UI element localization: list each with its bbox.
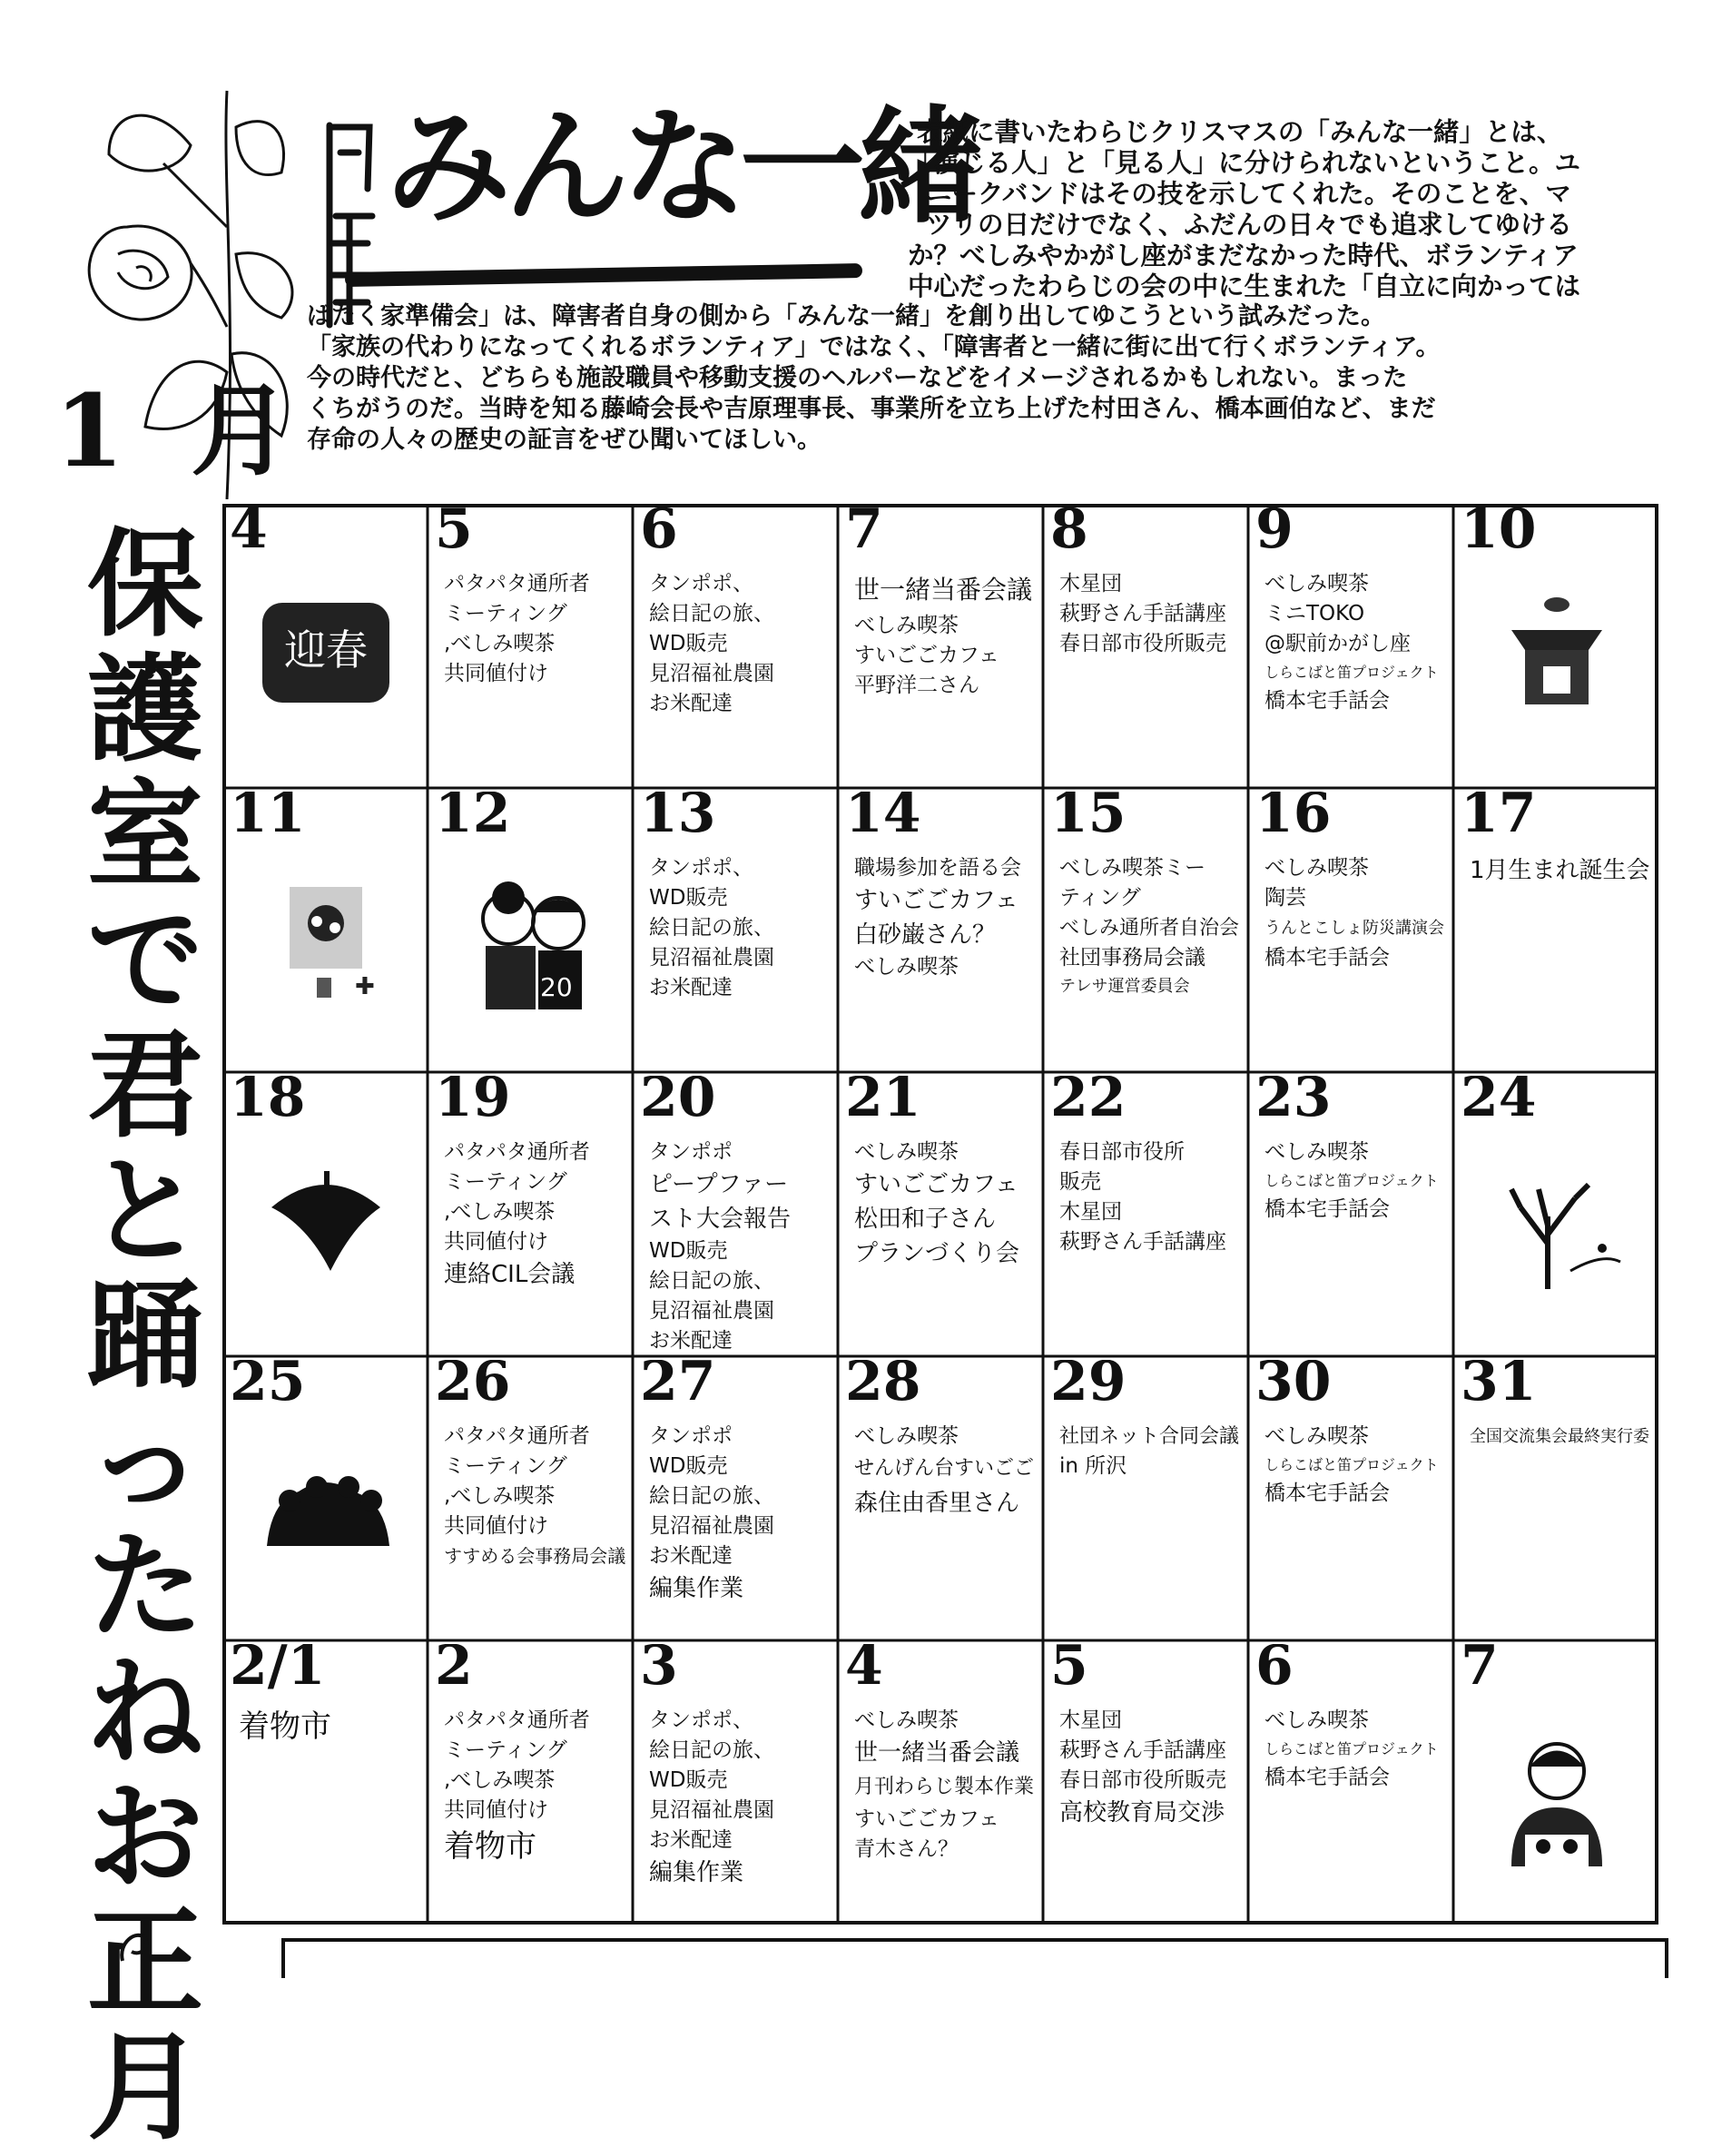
- event-item: べしみ喫茶ミー: [1059, 856, 1205, 880]
- event-item: 絵日記の旅、: [649, 1484, 774, 1508]
- day-number: 20: [640, 1076, 716, 1129]
- event-item: タンポポ: [649, 1424, 733, 1448]
- seijin-couple-icon: [458, 878, 604, 1014]
- brush-kanji-icon: [322, 116, 377, 330]
- calendar-day-cell: [1047, 507, 1245, 784]
- intro-line: 今の時代だと、どちらも施設職員や移動支援のヘルパーなどをイメージされるかもしれない。まった: [307, 364, 1408, 392]
- event-item: 販売: [1059, 1170, 1101, 1194]
- event-item: 橋本宅手話会: [1264, 689, 1390, 713]
- calendar-day-cell: [431, 1360, 629, 1637]
- event-item: 全国交流集会最終実行委: [1470, 1427, 1649, 1446]
- intro-line: 「家族の代わりになってくれるボランティア」ではなく、「障害者と一緒に街に出て行くボランティア。: [307, 333, 1441, 361]
- day-number: 8: [1050, 507, 1088, 561]
- event-item: べしみ喫茶: [854, 955, 959, 979]
- event-item: タンポポ、: [649, 856, 753, 880]
- event-item: ミーティング: [444, 1454, 567, 1478]
- day-number: 14: [845, 792, 921, 845]
- day-number: 30: [1255, 1360, 1332, 1413]
- day-number: 15: [1050, 792, 1127, 845]
- event-item: 木星団: [1059, 572, 1122, 596]
- intro-line: くちがうのだ。当時を知る藤崎会長や吉原理事長、事業所を立ち上げた村田さん、橋本画伯など、まだ: [307, 395, 1436, 423]
- day-number: 29: [1050, 1360, 1127, 1413]
- event-item: 世一緒当番会議: [854, 1739, 1020, 1767]
- day-events: [854, 1422, 1036, 1521]
- doodle-icon: [113, 1925, 159, 1962]
- event-item: 見沼福祉農園: [649, 1798, 774, 1822]
- slogan-char: 護: [86, 642, 203, 778]
- calendar-day-cell: [1047, 1644, 1245, 1921]
- calendar-day-cell: [1047, 792, 1245, 1068]
- day-number: 11: [230, 792, 306, 845]
- day-number: 18: [230, 1076, 306, 1129]
- day-number: 9: [1255, 507, 1294, 561]
- event-item: 萩野さん手話講座: [1059, 1738, 1226, 1762]
- day-events: [854, 1706, 1036, 1865]
- calendar-day-cell: [226, 1644, 424, 1921]
- calendar-day-cell: [636, 1644, 834, 1921]
- event-item: パタパタ通所者: [444, 1140, 590, 1164]
- event-item: せんげん台すいごご: [854, 1457, 1035, 1480]
- day-number: 28: [845, 1360, 921, 1413]
- intro-line: 表紙に書いたわらじクリスマスの「みんな一緒」とは、: [917, 116, 1563, 147]
- event-item: ミーティング: [444, 1170, 567, 1194]
- svg-text:迎春: 迎春: [284, 625, 368, 674]
- day-events: [1264, 569, 1446, 716]
- intro-line: ばたく家準備会」は、障害者自身の側から「みんな一緒」を創り出してゆこうという試みだった。: [307, 302, 1385, 330]
- event-item: ,べしみ喫茶: [444, 1768, 556, 1792]
- day-events: [444, 1706, 625, 1867]
- day-number: 24: [1461, 1076, 1537, 1129]
- event-item: ミーティング: [444, 602, 567, 625]
- calendar-day-cell: [841, 1644, 1039, 1921]
- event-item: 木星団: [1059, 1708, 1122, 1732]
- calendar-day-cell: [226, 1360, 424, 1637]
- day-events: [1264, 1706, 1446, 1793]
- day-number: 7: [845, 507, 883, 561]
- calendar-day-cell: [1252, 507, 1450, 784]
- calendar-day-cell: [1457, 507, 1655, 784]
- day-number: 10: [1461, 507, 1537, 561]
- event-item: パタパタ通所者: [444, 1708, 590, 1732]
- day-number: 31: [1461, 1360, 1537, 1413]
- event-item: 春日部市役所販売: [1059, 1768, 1226, 1792]
- calendar-day-cell: [226, 507, 424, 784]
- mochi-icon: [253, 1446, 399, 1582]
- slogan-char: 月: [86, 2020, 203, 2156]
- event-item: しらこばと笛プロジェクト: [1264, 1740, 1439, 1757]
- event-item: 森住由香里さん: [854, 1490, 1020, 1517]
- event-item: 共同値付け: [444, 1798, 548, 1822]
- event-item: ,べしみ喫茶: [444, 632, 556, 655]
- day-events: [444, 569, 625, 689]
- intro-line: 「演じる人」と「見る人」に分けられないということ。ユ: [908, 147, 1581, 178]
- event-item: 社団事務局会議: [1059, 946, 1205, 970]
- event-item: 共同値付け: [444, 1514, 548, 1538]
- event-item: 春日部市役所販売: [1059, 632, 1226, 655]
- event-item: べしみ喫茶: [1264, 1424, 1369, 1448]
- calendar-day-cell: [1252, 792, 1450, 1068]
- month-label: 月: [191, 372, 290, 489]
- event-item: ティング: [1059, 886, 1141, 910]
- event-item: お米配達: [649, 976, 733, 999]
- event-item: しらこばと笛プロジェクト: [1264, 664, 1439, 681]
- svg-text:20: 20: [540, 972, 573, 1002]
- event-item: 橋本宅手話会: [1264, 1197, 1390, 1221]
- event-item: 1月生まれ誕生会: [1470, 857, 1650, 884]
- event-item: お米配達: [649, 1544, 733, 1568]
- event-item: べしみ喫茶: [854, 1424, 959, 1448]
- day-events: [854, 1137, 1036, 1271]
- day-number: 4: [230, 507, 268, 561]
- event-item: 絵日記の旅、: [649, 1269, 774, 1293]
- day-number: 17: [1461, 792, 1537, 845]
- calendar-day-cell: [841, 1076, 1039, 1353]
- slogan-char: お: [86, 1769, 203, 1905]
- event-item: 職場参加を語る会: [854, 856, 1021, 880]
- calendar-day-cell: [431, 507, 629, 784]
- event-item: @駅前かがし座: [1264, 632, 1411, 655]
- event-item: 平野洋二さん: [854, 674, 979, 697]
- slogan-char: 室: [86, 767, 203, 903]
- event-item: 橋本宅手話会: [1264, 1482, 1390, 1505]
- intro-line: ツリの日だけでなく、ふだんの日々でも追求してゆける: [926, 209, 1572, 240]
- day-number: 2: [435, 1644, 473, 1698]
- slogan-char: 君: [86, 1018, 203, 1154]
- calendar-day-cell: [841, 792, 1039, 1068]
- event-item: 陶芸: [1264, 886, 1306, 910]
- day-number: 21: [845, 1076, 921, 1129]
- event-item: すいごごカフェ: [854, 1171, 1018, 1198]
- geishun-icon: [253, 594, 399, 730]
- event-item: WD販売: [649, 1768, 728, 1792]
- event-item: 松田和子さん: [854, 1206, 997, 1233]
- day-events: [1470, 1422, 1651, 1452]
- day-events: [1470, 853, 1651, 888]
- event-item: ピープファー: [649, 1171, 789, 1198]
- event-item: しらこばと笛プロジェクト: [1264, 1172, 1439, 1189]
- day-events: [1059, 1706, 1241, 1830]
- event-item: in 所沢: [1059, 1454, 1127, 1478]
- event-item: タンポポ、: [649, 1708, 753, 1732]
- day-number: 4: [845, 1644, 883, 1698]
- event-item: お米配達: [649, 692, 733, 715]
- event-item: 春日部市役所: [1059, 1140, 1185, 1164]
- event-item: タンポポ、: [649, 572, 753, 596]
- day-events: [649, 1137, 831, 1353]
- event-item: 見沼福祉農園: [649, 946, 774, 970]
- day-number: 6: [1255, 1644, 1294, 1698]
- day-events: [649, 1422, 831, 1606]
- event-item: 着物市: [444, 1828, 536, 1865]
- svg-text:✚: ✚: [355, 973, 375, 1000]
- slogan-char: と: [86, 1143, 203, 1279]
- event-item: 見沼福祉農園: [649, 662, 774, 685]
- day-events: [1264, 853, 1446, 973]
- calendar-day-cell: [431, 792, 629, 1068]
- event-item: 社団ネット合同会議: [1059, 1425, 1240, 1448]
- event-item: べしみ喫茶: [854, 1708, 959, 1732]
- slogan-char: 正: [86, 1895, 203, 2031]
- event-item: お米配達: [649, 1828, 733, 1852]
- event-item: 月刊わらじ製本作業: [854, 1776, 1035, 1798]
- day-number: 23: [1255, 1076, 1332, 1129]
- event-item: べしみ喫茶: [854, 1140, 959, 1164]
- calendar-day-cell: [1457, 1644, 1655, 1921]
- event-item: 共同値付け: [444, 1230, 548, 1254]
- event-item: お米配達: [649, 1329, 733, 1353]
- calendar-day-cell: [636, 507, 834, 784]
- day-number: 16: [1255, 792, 1332, 845]
- event-item: 編集作業: [649, 1575, 744, 1602]
- event-item: 萩野さん手話講座: [1059, 1230, 1226, 1254]
- day-events: [1059, 569, 1241, 659]
- calendar-day-cell: [1047, 1076, 1245, 1353]
- event-item: 編集作業: [649, 1859, 744, 1886]
- event-item: 世一緒当番会議: [854, 575, 1033, 605]
- event-item: 見沼福祉農園: [649, 1514, 774, 1538]
- calendar-day-cell: [636, 792, 834, 1068]
- event-item: スト大会報告: [649, 1206, 792, 1233]
- event-item: 絵日記の旅、: [649, 602, 774, 625]
- calendar-grid: [222, 504, 1661, 1925]
- ume-branch-icon: [253, 878, 399, 1014]
- day-number: 6: [640, 507, 678, 561]
- day-events: [444, 1422, 625, 1571]
- event-item: べしみ喫茶: [1264, 1708, 1369, 1732]
- event-item: 着物市: [239, 1708, 331, 1745]
- intro-line: ニークバンドはその技を示してくれた。そのことを、マ: [926, 178, 1571, 209]
- event-item: パタパタ通所者: [444, 1424, 590, 1448]
- calendar-day-cell: [1252, 1644, 1450, 1921]
- event-item: 共同値付け: [444, 662, 548, 685]
- day-events: [649, 569, 831, 719]
- calendar-day-cell: [1252, 1360, 1450, 1637]
- event-item: WD販売: [649, 632, 728, 655]
- day-events: [239, 1706, 420, 1747]
- day-events: [1059, 1137, 1241, 1257]
- day-events: [1059, 853, 1241, 1000]
- event-item: 連絡CIL会議: [444, 1261, 576, 1288]
- day-number: 12: [435, 792, 511, 845]
- day-number: 25: [230, 1360, 306, 1413]
- event-item: 白砂巌さん？: [854, 921, 997, 949]
- event-item: WD販売: [649, 1454, 728, 1478]
- event-item: タンポポ: [649, 1140, 733, 1164]
- event-item: ,べしみ喫茶: [444, 1200, 556, 1224]
- day-number: 5: [1050, 1644, 1088, 1698]
- day-events: [649, 853, 831, 1003]
- slogan-char: 保: [86, 517, 203, 653]
- event-item: 橋本宅手話会: [1264, 946, 1390, 970]
- event-item: ミーティング: [444, 1738, 567, 1762]
- winter-tree-icon: [1484, 1162, 1629, 1298]
- event-item: すすめる会事務局会議: [444, 1545, 626, 1567]
- calendar-day-cell: [226, 1076, 424, 1353]
- vertical-slogan: [77, 517, 213, 2156]
- event-item: WD販売: [649, 1239, 728, 1263]
- slogan-char: で: [86, 892, 203, 1029]
- intro-line: 中心だったわらじの会の中に生まれた「自立に向かっては: [908, 271, 1581, 301]
- event-item: べしみ喫茶: [1264, 856, 1369, 880]
- day-events: [1059, 1422, 1241, 1482]
- event-item: うんとこしょ防災講演会: [1264, 919, 1444, 938]
- kagamimochi-icon: [1484, 594, 1629, 730]
- slogan-char: っ: [86, 1393, 203, 1530]
- day-events: [854, 853, 1036, 982]
- day-number: 3: [640, 1644, 678, 1698]
- event-item: 橋本宅手話会: [1264, 1766, 1390, 1789]
- day-number: 27: [640, 1360, 716, 1413]
- day-number: 5: [435, 507, 473, 561]
- title-underline: [345, 263, 862, 287]
- event-item: 木星団: [1059, 1200, 1122, 1224]
- page-title: みんな一緒: [386, 93, 977, 241]
- day-events: [444, 1137, 625, 1292]
- event-item: プランづくり会: [854, 1240, 1020, 1267]
- calendar-day-cell: [636, 1076, 834, 1353]
- calendar-day-cell: [431, 1644, 629, 1921]
- month-number: 1: [54, 372, 124, 489]
- event-item: すいごごカフェ: [854, 1807, 999, 1831]
- event-item: ,べしみ喫茶: [444, 1484, 556, 1508]
- calendar-day-cell: [1047, 1360, 1245, 1637]
- day-events: [1264, 1422, 1446, 1509]
- calendar-day-cell: [1457, 1360, 1655, 1637]
- calendar-day-cell: [841, 507, 1039, 784]
- event-item: 見沼福祉農園: [649, 1299, 774, 1323]
- calendar-day-cell: [636, 1360, 834, 1637]
- event-item: べしみ喫茶: [854, 614, 959, 637]
- calendar-day-cell: [841, 1360, 1039, 1637]
- event-item: ミニTOKO: [1264, 602, 1365, 625]
- event-item: 青木さん？: [854, 1837, 959, 1861]
- bottom-frame: [281, 1938, 1668, 1978]
- slogan-char: た: [86, 1519, 203, 1655]
- slogan-char: ね: [86, 1644, 203, 1780]
- event-item: べしみ喫茶: [1264, 1140, 1369, 1164]
- event-item: しらこばと笛プロジェクト: [1264, 1456, 1439, 1473]
- day-number: 19: [435, 1076, 511, 1129]
- calendar-day-cell: [431, 1076, 629, 1353]
- slogan-char: 踊: [86, 1268, 203, 1404]
- day-events: [649, 1706, 831, 1890]
- event-item: 萩野さん手話講座: [1059, 602, 1226, 625]
- event-item: 絵日記の旅、: [649, 1738, 774, 1762]
- calendar-day-cell: [1457, 792, 1655, 1068]
- event-item: すいごごカフェ: [854, 644, 999, 667]
- koma-icon: [253, 1162, 399, 1298]
- calendar-day-cell: [226, 792, 424, 1068]
- event-item: すいごごカフェ: [854, 887, 1018, 914]
- event-item: 高校教育局交渉: [1059, 1799, 1225, 1826]
- event-item: 絵日記の旅、: [649, 916, 774, 940]
- day-number: 2/1: [230, 1644, 326, 1698]
- calendar-day-cell: [1457, 1076, 1655, 1353]
- day-number: 13: [640, 792, 716, 845]
- calendar-day-cell: [1252, 1076, 1450, 1353]
- day-number: 7: [1461, 1644, 1499, 1698]
- intro-line: 存命の人々の歴史の証言をぜひ聞いてほしい。: [307, 426, 822, 454]
- child-icon: [1484, 1730, 1629, 1866]
- day-number: 22: [1050, 1076, 1127, 1129]
- day-number: 26: [435, 1360, 511, 1413]
- event-item: テレサ運営委員会: [1059, 977, 1190, 996]
- event-item: べしみ喫茶: [1264, 572, 1369, 596]
- intro-line: か？べしみやかがし座がまだなかった時代、ボランティア: [908, 240, 1579, 271]
- event-item: パタパタ通所者: [444, 572, 590, 596]
- day-events: [854, 569, 1036, 701]
- event-item: べしみ通所者自治会: [1059, 917, 1240, 940]
- event-item: WD販売: [649, 886, 728, 910]
- day-events: [1264, 1137, 1446, 1225]
